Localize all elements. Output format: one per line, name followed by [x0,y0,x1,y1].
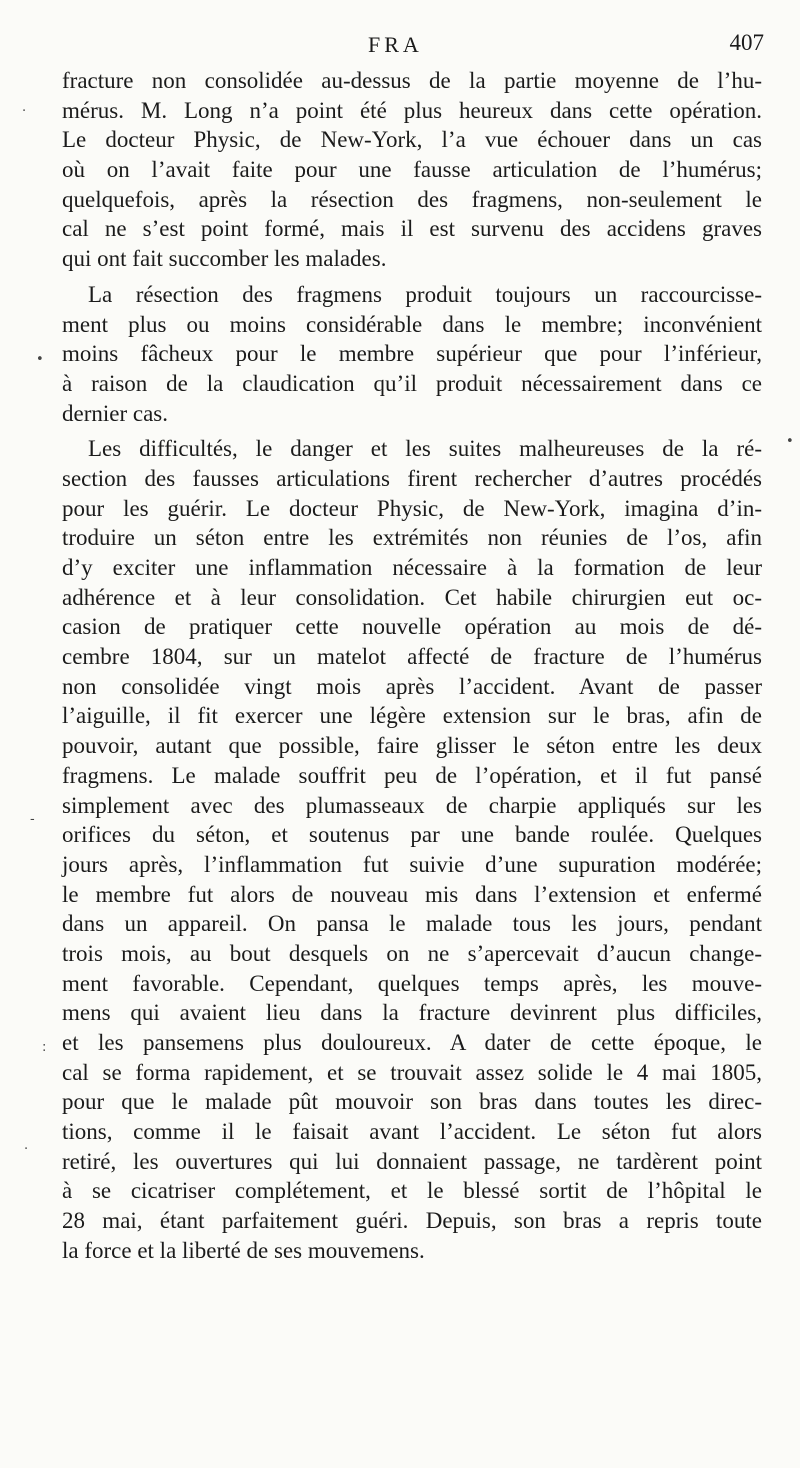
margin-speck: • [36,352,44,367]
text-line: mérus. M. Long n’a point été plus heureux dans cette opération. [62,97,762,123]
text-line: Le docteur Physic, de New-York, l’a vue échouer dans un cas [62,127,762,153]
page-number: 407 [729,30,764,55]
text-line: pouvoir, autant que possible, faire glisser le séton entre les deux [62,733,762,759]
text-line: dernier cas. [62,400,168,426]
text-line: La résection des fragmens produit toujours un raccourcisse- [88,281,762,307]
text-line: orifices du séton, et soutenus par une bande roulée. Quelques [62,822,762,848]
margin-speck: • [786,434,794,449]
running-head-title: FRA [368,32,423,57]
text-line: tions, comme il le faisait avant l’accident. Le séton fut alors [62,1119,762,1145]
text-line: fragmens. Le malade souffrit peu de l’opération, et il fut pansé [62,762,762,788]
text-line: moins fâcheux pour le membre supérieur que pour l’inférieur, [62,341,762,367]
text-line: le membre fut alors de nouveau mis dans l’extension et enfermé [62,881,762,907]
text-line: l’aiguille, il fit exercer une légère extension sur le bras, afin de [62,703,762,729]
text-line: simplement avec des plumasseaux de charpie appliqués sur les [62,792,762,818]
text-line: quelquefois, après la résection des fragmens, non-seulement le [62,186,762,212]
text-line: jours après, l’inflammation fut suivie d’une supuration modérée; [62,851,762,877]
text-line: à raison de la claudication qu’il produit nécessairement dans ce [62,370,762,396]
margin-speck: · [22,104,27,119]
text-line: troduire un séton entre les extrémités non réunies de l’os, afin [62,525,762,551]
paragraph [62,280,762,428]
text-line: ment plus ou moins considérable dans le membre; inconvénient [62,311,762,337]
margin-speck: - [30,812,35,827]
text-line: casion de pratiquer cette nouvelle opération au mois de dé- [62,614,762,640]
text-line: cal se forma rapidement, et se trouvait assez solide le 4 mai 1805, [62,1059,762,1085]
text-line: cal ne s’est point formé, mais il est survenu des accidens graves [62,216,762,242]
body-text [62,66,762,1266]
text-line: non consolidée vingt mois après l’accident. Avant de passer [62,673,762,699]
text-line: adhérence et à leur consolidation. Cet habile chirurgien eut oc- [62,584,762,610]
text-line: d’y exciter une inflammation nécessaire à la formation de leur [62,555,762,580]
paragraph [62,434,762,1265]
text-line: mens qui avaient lieu dans la fracture devinrent plus difficiles, [62,1000,762,1026]
text-line: fracture non consolidée au-dessus de la partie moyenne de l’hu- [62,68,762,93]
text-line: ment favorable. Cependant, quelques temps après, les mouve- [62,970,762,996]
text-line: section des fausses articulations firent rechercher d’autres procédés [62,465,762,491]
text-line: 28 mai, étant parfaitement guéri. Depuis, son bras a repris toute [62,1208,762,1234]
margin-speck: · [24,1142,29,1157]
text-line: à se cicatriser complétement, et le blessé sortit de l’hôpital le [62,1178,762,1204]
text-line: dans un appareil. On pansa le malade tous les jours, pendant [62,911,762,937]
margin-speck: : [42,1040,47,1055]
running-head [60,26,770,58]
text-line: Les difficultés, le danger et les suites malheureuses de la ré- [88,436,762,462]
text-line: qui ont fait succomber les malades. [62,246,387,272]
text-line: pour les guérir. Le docteur Physic, de New-York, imagina d’in- [62,495,762,521]
paragraph [62,66,762,274]
text-line: trois mois, au bout desquels on ne s’apercevait d’aucun change- [62,940,762,966]
text-line: et les pansemens plus douloureux. A dater de cette époque, le [62,1030,762,1055]
text-line: cembre 1804, sur un matelot affecté de fracture de l’humérus [62,644,762,670]
text-line: retiré, les ouvertures qui lui donnaient passage, ne tardèrent point [62,1148,762,1174]
text-line: pour que le malade pût mouvoir son bras dans toutes les direc- [62,1089,762,1115]
text-line: la force et la liberté de ses mouvemens. [62,1237,425,1263]
text-line: où on l’avait faite pour une fausse articulation de l’humérus; [62,157,762,183]
